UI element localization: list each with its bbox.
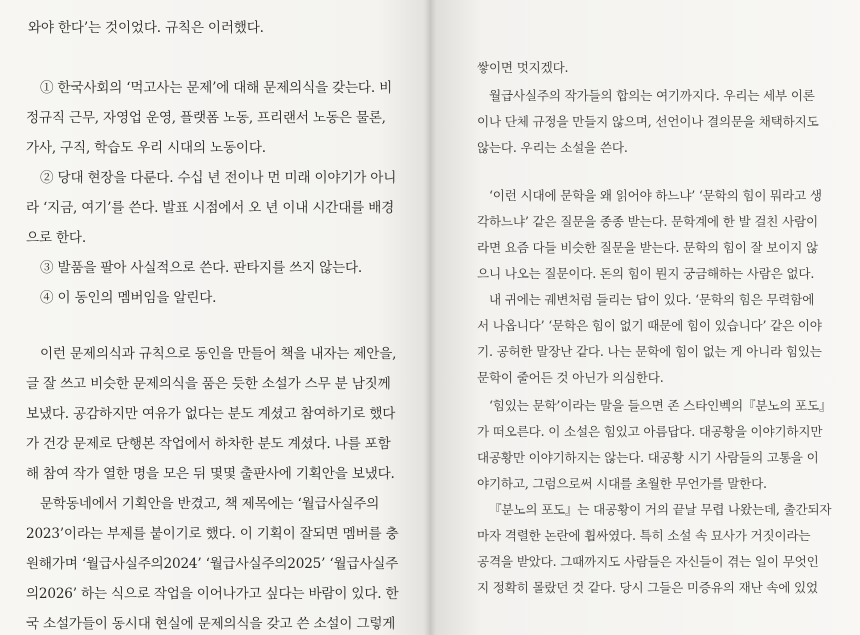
page-gutter (424, 0, 436, 635)
text-line: 않는다. 우리는 소설을 쓴다. (477, 140, 628, 155)
text-line: 기. 공허한 말장난 같다. 나는 문학에 힘이 없는 게 아니라 힘있는 (477, 344, 822, 359)
text-line: 으니 나오는 질문이다. 돈의 힘이 뭔지 궁금해하는 사람은 없다. (477, 266, 815, 281)
text-line: 이런 문제의식과 규칙으로 동인을 만들어 책을 내자는 제안을, (40, 346, 397, 362)
text-line: ④ 이 동인의 멤버임을 알린다. (40, 290, 217, 306)
text-line: ① 한국사회의 ‘먹고사는 문제’에 대해 문제의식을 갖는다. 비 (40, 80, 393, 96)
text-line: 쌓이면 멋지겠다. (477, 60, 569, 75)
text-line: ③ 발품을 팔아 사실적으로 쓴다. 판타지를 쓰지 않는다. (40, 260, 363, 276)
text-line: 으로 한다. (26, 230, 86, 246)
text-line: 마자 격렬한 논란에 휩싸였다. 특히 소설 속 묘사가 거짓이라는 (477, 528, 811, 543)
text-line: ‘이런 시대에 문학을 왜 읽어야 하느냐’ ‘문학의 힘이 뭐라고 생 (489, 188, 822, 203)
text-line: 서 나옵니다’ ‘문학은 힘이 없기 때문에 힘이 있습니다’ 같은 이야 (477, 318, 822, 333)
text-line: 대공황만 이야기하지는 않는다. 대공황 시기 사람들의 고통을 이 (477, 450, 819, 465)
text-line: 가사, 구직, 학습도 우리 시대의 노동이다. (26, 140, 266, 156)
text-line: 가 건강 문제로 단행본 작업에서 하차한 분도 계셨다. 나를 포함 (26, 436, 391, 452)
text-line: 『분노의 포도』는 대공황이 거의 끝날 무렵 나왔는데, 출간되자 (489, 502, 832, 517)
text-line: 문학동네에서 기획안을 반겼고, 책 제목에는 ‘월급사실주의 (40, 496, 380, 512)
text-line: 문학이 줄어든 것 아닌가 의심한다. (477, 370, 664, 385)
text-line: 공격을 받았다. 그때까지도 사람들은 자신들이 겪는 일이 무엇인 (477, 554, 819, 569)
text-line: 정규직 근무, 자영업 운영, 플랫폼 노동, 프리랜서 노동은 물론, (26, 110, 386, 126)
text-line: 지 정확히 몰랐던 것 같다. 당시 그들은 미증유의 재난 속에 있었 (477, 580, 818, 595)
text-line: 이나 단체 규정을 만들지 않으며, 선언이나 결의문을 채택하지도 (477, 114, 819, 129)
text-line: 해 참여 작가 열한 명을 모은 뒤 몇몇 출판사에 기획안을 보냈다. (26, 466, 395, 482)
text-line: 글 잘 쓰고 비슷한 문제의식을 품은 듯한 소설가 스무 분 남짓께 (26, 376, 391, 392)
text-line: 각하느냐’ 같은 질문을 종종 받는다. 문학계에 한 발 걸친 사람이 (477, 214, 818, 229)
text-line: 라 ‘지금, 여기’를 쓴다. 발표 시점에서 오 년 이내 시간대를 배경 (26, 200, 395, 216)
text-line: 보냈다. 공감하지만 여유가 없다는 분도 계셨고 참여하기로 했다 (26, 406, 396, 422)
text-line: 의2026’ 하는 식으로 작업을 이어나가고 싶다는 바람이 있다. 한 (26, 586, 399, 602)
text-line: 2023’이라는 부제를 붙이기로 했다. 이 기획이 잘되면 멤버를 충 (26, 526, 399, 542)
text-line: 가 떠오른다. 이 소설은 힘있고 아름답다. 대공황을 이야기하지만 (477, 424, 823, 439)
text-line: 라면 요즘 다들 비슷한 질문을 받는다. 문학의 힘이 잘 보이지 않 (477, 240, 818, 255)
text-line: ② 당대 현장을 다룬다. 수십 년 전이나 먼 미래 이야기가 아니 (40, 170, 397, 186)
text-line: 와야 한다’는 것이었다. 규칙은 이러했다. (28, 20, 264, 36)
text-line: 원해가며 ‘월급사실주의2024’ ‘월급사실주의2025’ ‘월급사실주 (26, 556, 399, 572)
text-line: ‘힘있는 문학’이라는 말을 들으면 존 스타인벡의『분노의 포도』 (489, 398, 832, 413)
text-line: 월급사실주의 작가들의 합의는 여기까지다. 우리는 세부 이론 (489, 88, 815, 103)
text-line: 국 소설가들이 동시대 현실에 문제의식을 갖고 쓴 소설이 그렇게 (26, 616, 396, 632)
right-page (430, 0, 860, 635)
text-line: 내 귀에는 궤변처럼 들리는 답이 있다. ‘문학의 힘은 무력함에 (489, 292, 815, 307)
text-line: 야기하고, 그럼으로써 시대를 초월한 무언가를 말한다. (477, 476, 767, 491)
